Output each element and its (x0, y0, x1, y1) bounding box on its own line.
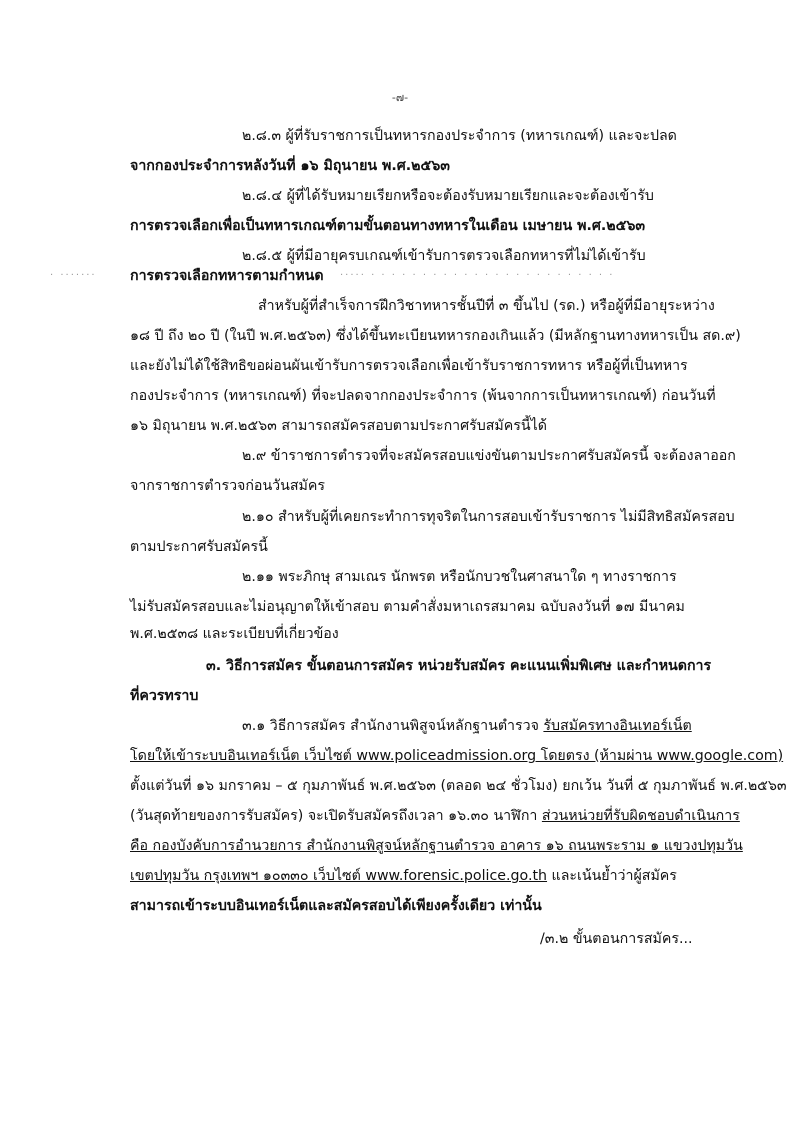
section-3-heading-cont: ที่ควรทราบ (130, 688, 199, 704)
clause-2-8-3: ๒.๘.๓ ผู้ที่รับราชการเป็นทหารกองประจำการ (ทหารเกณฑ์) และจะปลด (242, 128, 677, 144)
clause-2-11-cont: ไม่รับสมัครสอบและไม่อนุญาตให้เข้าสอบ ตามคำสั่งมหาเถรสมาคม ฉบับลงวันที่ ๑๗ มีนาคม (130, 599, 685, 615)
responsible-unit-address: คือ กองบังคับการอำนวยการ สำนักงานพิสูจน์หลักฐานตำรวจ อาคาร ๑๖ ถนนพระราม ๑ แขวงปทุมวัน (130, 838, 743, 854)
clause-2-10-cont: ตามประกาศรับสมัครนี้ (130, 539, 268, 555)
clause-2-8-4-cont: การตรวจเลือกเพื่อเป็นทหารเกณฑ์ตามขั้นตอนทางทหารในเดือน เมษายน พ.ศ.๒๕๖๓ (130, 218, 646, 234)
clause-3-1-dates: ตั้งแต่วันที่ ๑๖ มกราคม – ๕ กุมภาพันธ์ พ.ศ.๒๕๖๓ (ตลอด ๒๔ ชั่วโมง) ยกเว้น วันที่ ๕ กุมภาพันธ์ พ.ศ.๒๕๖๓ (130, 778, 787, 794)
clause-2-8-5-cont: การตรวจเลือกทหารตามกำหนด (130, 268, 324, 284)
clause-3-1-text: ๓.๑ วิธีการสมัคร สำนักงานพิสูจน์หลักฐานตำรวจ (242, 718, 544, 734)
clause-2-9: ๒.๙ ข้าราชการตำรวจที่จะสมัครสอบแข่งขันตามประกาศรับสมัครนี้ จะต้องลาออก (242, 448, 736, 464)
clause-2-8-5: ๒.๘.๕ ผู้ที่มีอายุครบเกณฑ์เข้ารับการตรวจเลือกทหารที่ไม่ได้เข้ารับ (242, 248, 646, 264)
clause-2-11: ๒.๑๑ พระภิกษุ สามเณร นักพรต หรือนักบวชในศาสนาใด ๆ ทางราชการ (242, 569, 677, 585)
clause-2-10: ๒.๑๐ สำหรับผู้ที่เคยกระทำการทุจริตในการสอบเข้ารับราชการ ไม่มีสิทธิสมัครสอบ (242, 509, 735, 525)
paragraph-rd-4: กองประจำการ (ทหารเกณฑ์) ที่จะปลดจากกองประจำการ (พ้นจากการเป็นทหารเกณฑ์) ก่อนวันที่ (130, 388, 716, 404)
continuation-footer: /๓.๒ ขั้นตอนการสมัคร... (540, 931, 693, 947)
paragraph-rd-3: และยังไม่ได้ใช้สิทธิขอผ่อนผันเข้ารับการตรวจเลือกเพื่อเข้ารับราชการทหาร หรือผู้ที่เป็นทหาร (130, 358, 688, 374)
dot-leader-left: · ······· (50, 270, 97, 281)
clause-2-8-3-cont: จากกองประจำการหลังวันที่ ๑๖ มิถุนายน พ.ศ.๒๕๖๓ (130, 158, 450, 174)
responsible-unit-underlined: ส่วนหน่วยที่รับผิดชอบดำเนินการ (541, 808, 740, 824)
paragraph-rd-5: ๑๖ มิถุนายน พ.ศ.๒๕๖๓ สามารถสมัครสอบตามประกาศรับสมัครนี้ได้ (130, 418, 547, 434)
responsible-unit-website (130, 866, 677, 886)
emphasis-text: และเน้นย้ำว่าผู้สมัคร (547, 868, 677, 884)
clause-3-1-deadline (130, 806, 740, 826)
dot-leader-right: ····· · · · · · · · · · · · · · · · · · · · · · · · · (340, 270, 615, 281)
paragraph-rd: สำหรับผู้ที่สำเร็จการฝึกวิชาทหารชั้นปีที่ ๓ ขึ้นไป (รด.) หรือผู้ที่มีอายุระหว่าง (258, 298, 715, 314)
paragraph-rd-2: ๑๘ ปี ถึง ๒๐ ปี (ในปี พ.ศ.๒๕๖๓) ซึ่งได้ขึ้นทะเบียนทหารกองเกินแล้ว (มีหลักฐานทางทหารเป็น สด.๙) (130, 328, 741, 344)
clause-2-9-cont: จากราชการตำรวจก่อนวันสมัคร (130, 478, 325, 494)
forensic-website-link: เขตปทุมวัน กรุงเทพฯ ๑๐๓๓๐ เว็บไซต์ www.forensic.police.go.th (130, 868, 548, 884)
clause-3-1 (242, 716, 692, 736)
clause-2-11-cont-2: พ.ศ.๒๕๓๘ และระเบียบที่เกี่ยวข้อง (130, 626, 339, 642)
clause-3-1-website-line: โดยให้เข้าระบบอินเทอร์เน็ต เว็บไซต์ www.policeadmission.org โดยตรง (ห้ามผ่าน www.google.com) (130, 748, 784, 764)
deadline-text: (วันสุดท้ายของการรับสมัคร) จะเปิดรับสมัครถึงเวลา ๑๖.๓๐ นาฬิกา (130, 808, 542, 824)
clause-3-1-underlined: รับสมัครทางอินเทอร์เน็ต (543, 718, 692, 734)
single-application-note: สามารถเข้าระบบอินเทอร์เน็ตและสมัครสอบได้เพียงครั้งเดียว เท่านั้น (130, 898, 542, 914)
section-3-heading: ๓. วิธีการสมัคร ขั้นตอนการสมัคร หน่วยรับสมัคร คะแนนเพิ่มพิเศษ และกำหนดการ (206, 658, 712, 674)
page-number: -๗- (391, 91, 409, 104)
clause-2-8-4: ๒.๘.๔ ผู้ที่ได้รับหมายเรียกหรือจะต้องรับหมายเรียกและจะต้องเข้ารับ (242, 188, 654, 204)
